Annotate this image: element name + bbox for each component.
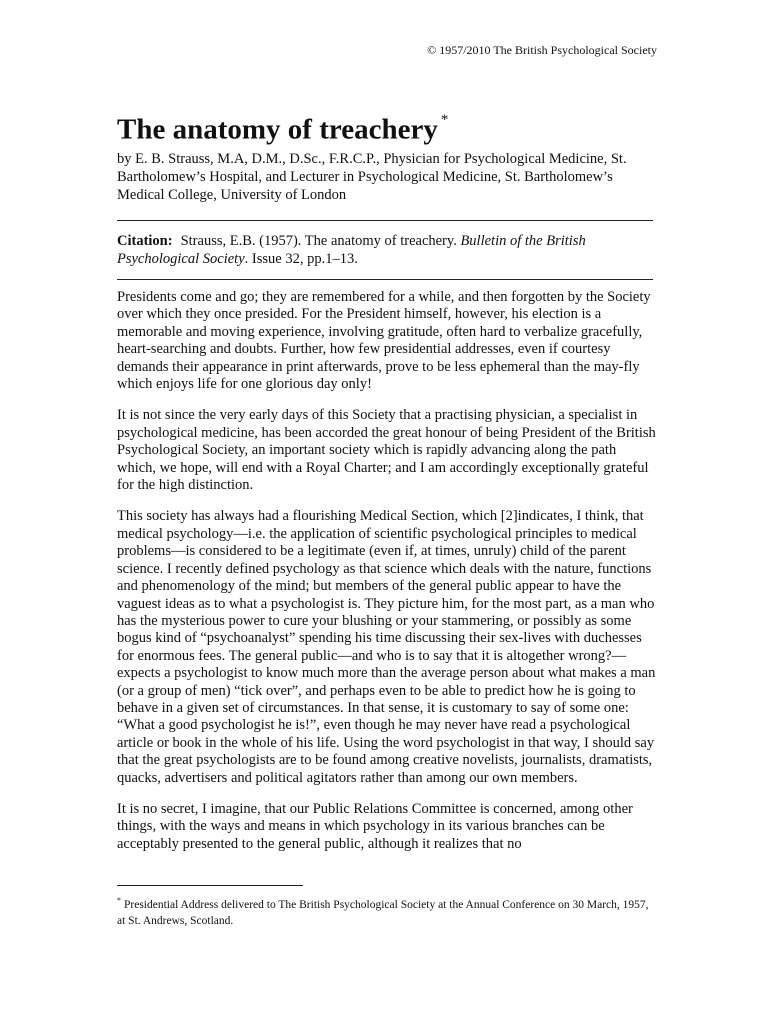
author-byline: by E. B. Strauss, M.A, D.M., D.Sc., F.R.C.P., Physician for Psychological Medicine, St. Bartholomew’s Hospital, and Lecturer in Psychological Medicine, St. Bartholomew’s Medical College, University of London: [117, 151, 627, 203]
article-title-text: The anatomy of treachery: [117, 113, 438, 146]
paragraph-1: Presidents come and go; they are remembered for a while, and then forgotten by the Society over which they once presided. For the President himself, however, his election is a memorable and moving experience, involving gratitude, often hard to verbalize gracefully, heart-searching and doubts. Further, how few presidential addresses, even if courtesy demands their appearance in print afterwards, prove to be less ephemeral than the may-fly which enjoys life for one glorious day only!: [117, 289, 651, 393]
footnote-divider: [117, 885, 303, 886]
citation-journal: Bulletin of the British Psychological Society: [117, 233, 586, 267]
article-body: [117, 289, 657, 867]
copyright-notice: © 1957/2010 The British Psychological Society: [427, 43, 657, 57]
citation: [117, 232, 657, 268]
article-title: [117, 104, 448, 150]
citation-text-before: Strauss, E.B. (1957). The anatomy of treachery.: [180, 233, 461, 249]
footnote-text: Presidential Address delivered to The British Psychological Society at the Annual Conference on 30 March, 1957, at St. Andrews, Scotland.: [117, 898, 649, 927]
paragraph-3: This society has always had a flourishing Medical Section, which [2]indicates, I think, that medical psychology—i.e. the application of scientific psychological principles to medical problems—is considered to be a legitimate (even if, at times, unruly) child of the parent science. I recently defined psychology as that science which deals with the nature, functions and phenomenology of the mind; but members of the general public appear to have the vaguest ideas as to what a psychologist is. They picture him, for the most part, as a man who has the mysterious power to cure your blushing or your stammering, or possibly as some bogus kind of “psychoanalyst” spending his time discussing their sex-lives with duchesses for enormous fees. The general public—and who is to say that it is altogether wrong?—expects a psychologist to know much more than the average person about what makes a man (or a group of men) “tick over”, and perhaps even to be able to predict how he is going to behave in a given set of circumstances. In that sense, it is customary to say of some one: “What a good psychologist he is!”, even though he may never have read a psychological article or book in the whole of his life. Using the word psychologist in that way, I should say that the great psychologists are to be found among creative novelists, journalists, dramatists, quacks, advertisers and political agitators rather than among our own members.: [117, 508, 656, 786]
footnote: [117, 893, 657, 929]
footnote-marker: *: [117, 896, 121, 905]
citation-label: Citation:: [117, 233, 173, 249]
title-footnote-marker: *: [440, 112, 449, 128]
paragraph-2: It is not since the very early days of this Society that a practising physician, a specialist in psychological medicine, has been accorded the great honour of being President of the British Psychological Society, an important society which is rapidly advancing along the path which, we hope, will end with a Royal Charter; and I am accordingly exceptionally grateful for the high distinction.: [117, 407, 656, 494]
citation-text-after: . Issue 32, pp.1–13.: [244, 251, 358, 267]
divider-top: [117, 220, 653, 221]
divider-bottom: [117, 279, 653, 280]
paragraph-4: It is no secret, I imagine, that our Public Relations Committee is concerned, among other things, with the ways and means in which psychology in its various branches can be acceptably presented to the general public, although it realizes that no: [117, 800, 633, 852]
